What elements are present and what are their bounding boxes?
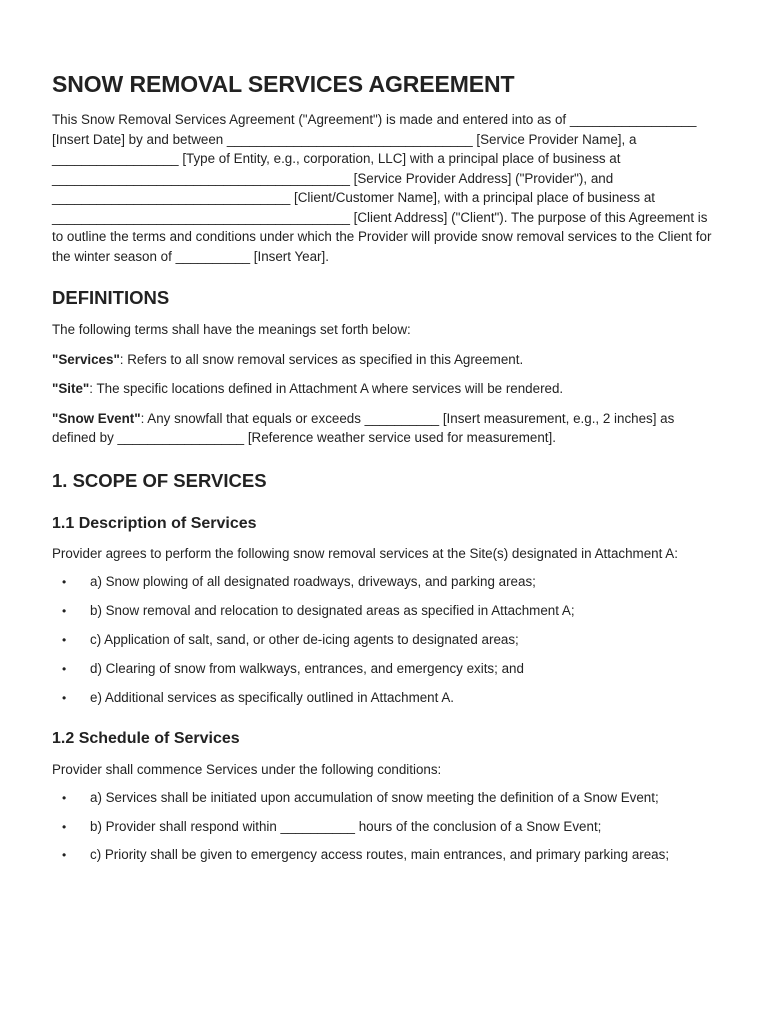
definition-text: : Refers to all snow removal services as specified in this Agreement. bbox=[119, 351, 524, 367]
list-item-text: c) Priority shall be given to emergency access routes, main entrances, and primary parking areas; bbox=[90, 847, 670, 862]
bullet-icon: • bbox=[62, 662, 67, 676]
list-item-text: d) Clearing of snow from walkways, entrances, and emergency exits; and bbox=[90, 661, 524, 676]
bullet-icon: • bbox=[62, 575, 67, 589]
list-item-text: e) Additional services as specifically outlined in Attachment A. bbox=[90, 690, 454, 705]
intro-paragraph: This Snow Removal Services Agreement ("Agreement") is made and entered into as of _________________ [Insert Date] by and between _________________________________ [Service Provider Name], a _________________ [Type of Entity, e.g., corporation, LLC] with a principal place of business at ________________________________________ [Service Provider Address] ("Provider"), and ________________________________ [Client/Customer Name], with a principal place of business at ________________________________________ [Client Address] ("Client"). The purpose of this Agreement is to outline the terms and conditions under which the Provider will provide snow removal services to the Client for the winter season of __________ [Insert Year]. bbox=[52, 112, 712, 264]
list-item bbox=[52, 572, 717, 592]
bullet-icon: • bbox=[62, 791, 67, 805]
description-of-services-heading: 1.1 Description of Services bbox=[52, 514, 257, 532]
list-item-text: a) Services shall be initiated upon accumulation of snow meeting the definition of a Snow Event; bbox=[90, 790, 659, 805]
list-item bbox=[52, 817, 717, 837]
bullet-icon: • bbox=[62, 691, 67, 705]
schedule-of-services-lead: Provider shall commence Services under the following conditions: bbox=[52, 761, 442, 777]
definition-text: : Any snowfall that equals or exceeds __________ [Insert measurement, e.g., 2 inches] as defined by _________________ [Reference weather service used for measurement]. bbox=[52, 410, 675, 445]
definition-snow-event bbox=[52, 409, 717, 448]
definitions-lead: The following terms shall have the meanings set forth below: bbox=[52, 322, 411, 337]
bullet-icon: • bbox=[62, 633, 67, 647]
list-item bbox=[52, 688, 717, 708]
bullet-icon: • bbox=[62, 604, 67, 618]
schedule-of-services-heading: 1.2 Schedule of Services bbox=[52, 729, 240, 747]
definition-term: "Snow Event" bbox=[52, 410, 141, 426]
list-item bbox=[52, 659, 717, 679]
list-item-text: a) Snow plowing of all designated roadways, driveways, and parking areas; bbox=[90, 574, 536, 589]
document-title: SNOW REMOVAL SERVICES AGREEMENT bbox=[52, 71, 515, 97]
list-item bbox=[52, 788, 717, 808]
definition-site bbox=[52, 379, 717, 399]
services-list bbox=[52, 572, 717, 708]
list-item-text: c) Application of salt, sand, or other de-icing agents to designated areas; bbox=[90, 632, 519, 647]
bullet-icon: • bbox=[62, 848, 67, 862]
definition-services bbox=[52, 350, 717, 370]
list-item bbox=[52, 630, 717, 650]
definition-term: "Services" bbox=[52, 351, 120, 367]
document-body bbox=[52, 68, 717, 874]
definition-term: "Site" bbox=[52, 381, 90, 396]
bullet-icon: • bbox=[62, 819, 67, 834]
description-of-services-lead: Provider agrees to perform the following snow removal services at the Site(s) designated in Attachment A: bbox=[52, 545, 678, 561]
scope-of-services-heading: 1. SCOPE OF SERVICES bbox=[52, 469, 267, 491]
definitions-heading: DEFINITIONS bbox=[52, 287, 170, 308]
list-item-text: b) Provider shall respond within __________ hours of the conclusion of a Snow Event; bbox=[90, 818, 602, 834]
list-item bbox=[52, 601, 717, 621]
schedule-list bbox=[52, 788, 717, 865]
definition-text: : The specific locations defined in Attachment A where services will be rendered. bbox=[89, 381, 564, 396]
list-item bbox=[52, 845, 717, 865]
list-item-text: b) Snow removal and relocation to designated areas as specified in Attachment A; bbox=[90, 603, 575, 618]
